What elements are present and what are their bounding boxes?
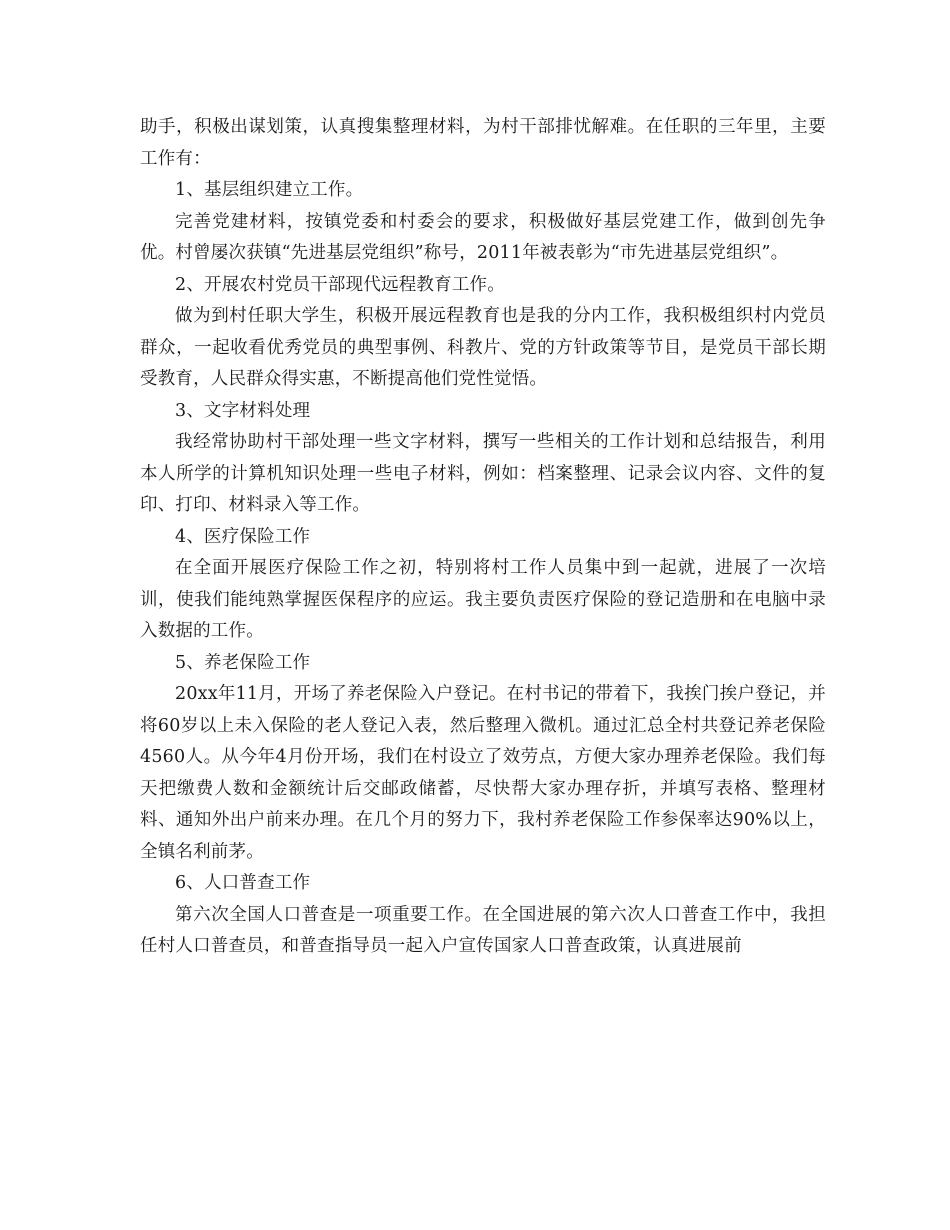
paragraph-continuation: 助手，积极出谋划策，认真搜集整理材料，为村干部排忧解难。在任职的三年里，主要工作有： (140, 117, 826, 169)
heading-census: 6、人口普查工作 (175, 873, 311, 893)
paragraph-medical-insurance: 在全面开展医疗保险工作之初，特别将村工作人员集中到一起就，进展了一次培训，使我们能纯熟掌握医保程序的应运。我主要负责医疗保险的登记造册和在电脑中录入数据的工作。 (140, 558, 826, 641)
paragraph-census: 第六次全国人口普查是一项重要工作。在全国进展的第六次人口普查工作中，我担任村人口普查员，和普查指导员一起入户宣传国家人口普查政策，认真进展前 (140, 904, 826, 956)
paragraph-party-building: 完善党建材料，按镇党委和村委会的要求，积极做好基层党建工作，做到创先争优。村曾屡次获镇“先进基层党组织”称号，2011年被表彰为“市先进基层党组织”。 (140, 211, 826, 263)
heading-remote-education: 2、开展农村党员干部现代远程教育工作。 (175, 274, 505, 295)
document-body (140, 112, 826, 963)
paragraph-text-materials: 我经常协助村干部处理一些文字材料，撰写一些相关的工作计划和总结报告，利用本人所学的计算机知识处理一些电子材料，例如：档案整理、记录会议内容、文件的复印、打印、材料录入等工作。 (140, 432, 826, 515)
heading-medical-insurance: 4、医疗保险工作 (175, 526, 311, 547)
heading-text-materials: 3、文字材料处理 (175, 400, 311, 421)
heading-grassroots-organization: 1、基层组织建立工作。 (175, 180, 364, 200)
paragraph-pension-insurance: 20xx年11月，开场了养老保险入户登记。在村书记的带着下，我挨门挨户登记，并将60岁以上未入保险的老人登记入表，然后整理入微机。通过汇总全村共登记养老保险4560人。从今年4月份开场，我们在村设立了效劳点，方便大家办理养老保险。我们每天把缴费人数和金额统计后交邮政储蓄，尽快帮大家办理存折，并填写表格、整理材料、通知外出户前来办理。在几个月的努力下，我村养老保险工作参保率达90%以上，全镇名利前茅。 (140, 684, 826, 862)
heading-pension-insurance: 5、养老保险工作 (175, 652, 311, 673)
paragraph-remote-education: 做为到村任职大学生，积极开展远程教育也是我的分内工作，我积极组织村内党员群众，一起收看优秀党员的典型事例、科教片、党的方针政策等节目，是党员干部长期受教育，人民群众得实惠，不断提高他们党性觉悟。 (140, 306, 826, 389)
